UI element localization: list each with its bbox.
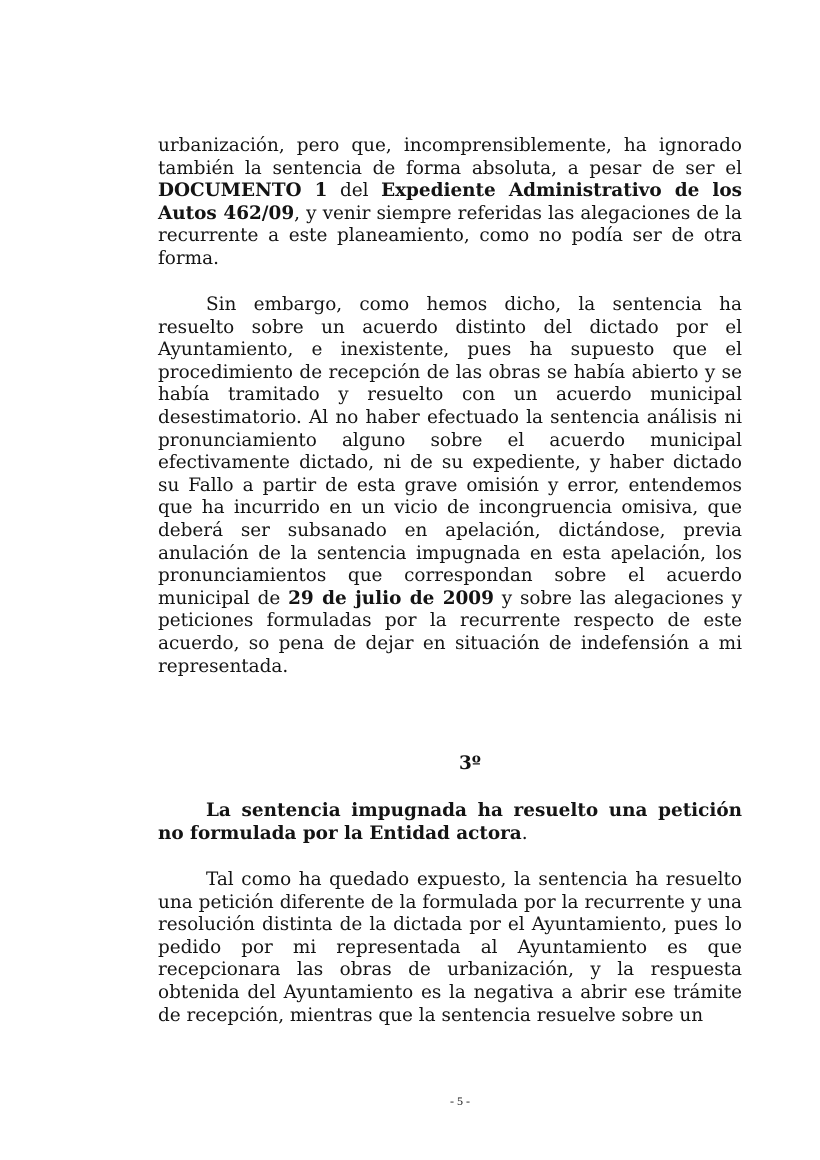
paragraph-text: del: [327, 180, 382, 202]
heading-tail: .: [521, 822, 528, 844]
paragraph-text: Tal como ha quedado expuesto, la sentencia ha resuelto una petición diferente de la formulada por la recurrente y una resolución distinta de la dictada por el Ayuntamiento, pues lo pedido por mi representada al Ayuntamiento es que recepcionara las obras de urbanización, y la respuesta obtenida del Ayuntamiento es la negativa a abrir ese trámite de recepción, mientras que la sentencia resuelve sobre un: [158, 869, 742, 1026]
section-number: 3º: [459, 753, 481, 774]
bold-reference: Expediente Administrativo de los Autos 462/09: [158, 180, 742, 224]
paragraph-text: y sobre las alegaciones y peticiones formuladas por la recurrente respecto de este acuerdo, so pena de dejar en situación de indefensión a mi representada.: [158, 587, 742, 677]
bold-reference: DOCUMENTO 1: [158, 180, 328, 202]
paragraph-text: , y venir siempre referidas las alegaciones de la recurrente a este planeamiento, como no podía ser de otra forma.: [158, 202, 742, 269]
paragraph-continuation: [158, 135, 742, 271]
paragraph-text: urbanización, pero que, incomprensiblemente, ha ignorado también la sentencia de forma absoluta, a pesar de ser el: [158, 135, 742, 179]
paragraph-text: Sin embargo, como hemos dicho, la sentencia ha resuelto sobre un acuerdo distinto del dictado por el Ayuntamiento, e inexistente, pues ha supuesto que el procedimiento de recepción de las obras se había abierto y se había tramitado y resuelto con un acuerdo municipal desestimatorio. Al no haber efectuado la sentencia análisis ni pronunciamiento alguno sobre el acuerdo municipal efectivamente dictado, ni de su expediente, y haber dictado su Fallo a partir de esta grave omisión y error, entendemos que ha incurrido en un vicio de incongruencia omisiva, que deberá ser subsanado en apelación, dictándose, previa anulación de la sentencia impugnada en esta apelación, los pronunciamientos que correspondan sobre el acuerdo municipal de: [158, 294, 742, 609]
page-number: - 5 -: [450, 1094, 470, 1108]
heading-text: La sentencia impugnada ha resuelto una petición no formulada por la Entidad actora: [158, 800, 742, 844]
section-heading: [158, 800, 742, 845]
bold-date: 29 de julio de 2009: [288, 587, 494, 609]
paragraph-sin-embargo: [158, 294, 742, 678]
paragraph-tal-como: [158, 869, 742, 1027]
